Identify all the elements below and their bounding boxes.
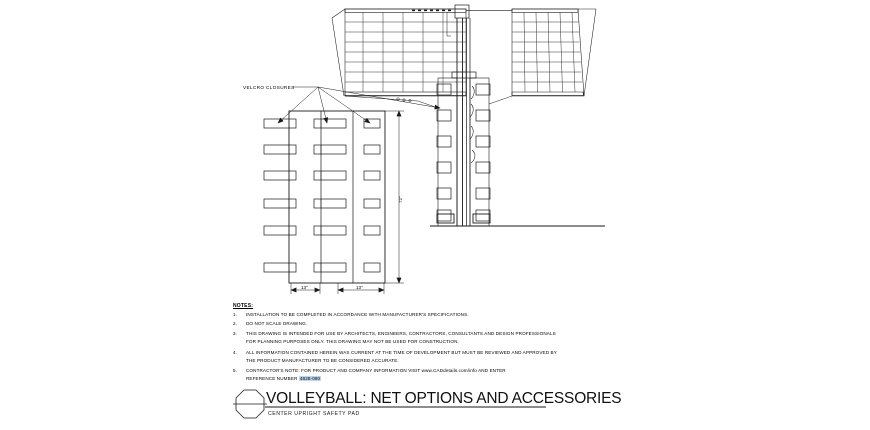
net-left-top-tape — [345, 9, 466, 12]
page-title: VOLLEYBALL: NET OPTIONS AND ACCESSORIES — [266, 390, 622, 407]
pad-straps-right — [476, 84, 490, 221]
net-right-top-tape — [512, 9, 578, 12]
note-number-2: 2. — [233, 321, 238, 326]
net-panel-left — [332, 9, 466, 96]
elevation-view — [332, 5, 605, 226]
reference-number-label: REFERENCE NUMBER — [246, 376, 299, 381]
net-right-outer-edge — [584, 9, 596, 96]
center-upright-post — [457, 18, 470, 226]
upright-cap-block — [455, 5, 469, 18]
notes-heading: NOTES: — [233, 303, 254, 309]
note-text-3-line-1: THIS DRAWING IS INTENDED FOR USE BY ARCHITECTS, ENGINEERS, CONTRACTORS, CONSULTANTS AND DESIGN PROFESSIONALS — [246, 331, 556, 336]
note-text-4-line-1: ALL INFORMATION CONTAINED HEREIN WAS CURRENT AT THE TIME OF DEVELOPMENT BUT MUST BE REVIEWED AND APPROVED BY — [246, 350, 557, 355]
dimension-label-width-right: 13" — [356, 285, 363, 290]
reference-number-value: 4828-080 — [299, 376, 321, 381]
note-text-4-line-2: THE PRODUCT MANUFACTURER TO BE CONSIDERED ACCURATE. — [246, 358, 399, 363]
note-number-1: 1. — [233, 312, 238, 317]
note-number-5: 5. — [233, 368, 238, 373]
note-text-5-line-2 — [246, 376, 321, 381]
velcro-closures-label: VELCRO CLOSURES — [243, 85, 295, 90]
pad-straps-left — [437, 84, 451, 221]
dimension-label-width-left: 13" — [301, 285, 308, 290]
pad-body-right — [470, 78, 489, 226]
dimension-label-height: 72" — [398, 196, 403, 203]
pad-flat-detail-view — [264, 87, 440, 294]
page-subtitle: CENTER UPRIGHT SAFETY PAD — [268, 411, 360, 417]
title-block-logo — [233, 390, 267, 418]
net-left-outer-edge-top — [332, 9, 345, 18]
velcro-leader-lines — [278, 87, 440, 123]
note-text-2-line-1: DO NOT SCALE DRAWING. — [246, 321, 308, 326]
net-right-mesh-horizontal — [512, 22, 582, 82]
note-number-4: 4. — [233, 350, 238, 355]
note-number-3: 3. — [233, 331, 238, 336]
note-text-3-line-2: FOR PLANNING PURPOSES ONLY. THIS DRAWING MAY NOT BE USED FOR CONSTRUCTION. — [246, 339, 459, 344]
pad-flat-velcro-straps — [264, 119, 380, 272]
net-left-outer-edge — [332, 18, 344, 96]
note-text-1-line-1: INSTALLATION TO BE COMPLETED IN ACCORDANCE WITH MANUFACTURER'S SPECIFICATIONS. — [246, 312, 469, 317]
net-right-bottom-tape — [512, 92, 583, 95]
pad-flat-outline — [289, 111, 385, 283]
net-panel-right — [512, 9, 596, 96]
pad-base-left — [437, 214, 454, 223]
net-attachment-collar — [452, 72, 476, 78]
pad-body-left — [438, 78, 457, 226]
pad-base-right — [473, 214, 490, 223]
note-text-5-line-1: CONTRACTOR'S NOTE: FOR PRODUCT AND COMPANY INFORMATION VISIT www.CADdetails.com/info AND ENTER — [246, 368, 506, 373]
pad-hardware-detail — [470, 86, 475, 186]
upright-safety-pad-elevation — [437, 78, 490, 226]
